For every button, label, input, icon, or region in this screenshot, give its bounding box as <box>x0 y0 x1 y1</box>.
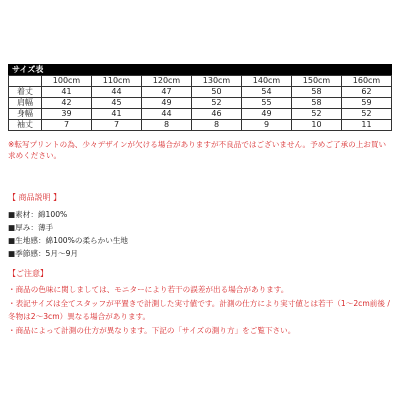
corner-cell <box>9 76 42 87</box>
list-item: ■厚み：薄手 <box>8 223 54 232</box>
table-cell: 49 <box>142 98 192 109</box>
table-cell: 8 <box>142 120 192 131</box>
table-cell: 62 <box>342 87 392 98</box>
caution-text <box>8 283 392 337</box>
table-row <box>9 98 392 109</box>
table-cell: 42 <box>42 98 92 109</box>
table-cell: 55 <box>242 98 292 109</box>
row-label: 着丈 <box>9 87 42 98</box>
table-cell: 44 <box>142 109 192 120</box>
product-description-title: 【 商品説明 】 <box>8 193 62 202</box>
row-label: 袖丈 <box>9 120 42 131</box>
size-header-cell: 160cm <box>342 76 392 87</box>
list-item: ■生地感：綿100%の柔らかい生地 <box>8 236 129 245</box>
size-header-cell: 150cm <box>292 76 342 87</box>
size-header-cell: 130cm <box>192 76 242 87</box>
caution-title: 【ご注意】 <box>8 269 48 278</box>
table-row <box>9 109 392 120</box>
table-cell: 39 <box>42 109 92 120</box>
table-cell: 8 <box>192 120 242 131</box>
row-label: 肩幅 <box>9 98 42 109</box>
table-cell: 45 <box>92 98 142 109</box>
table-cell: 7 <box>42 120 92 131</box>
table-cell: 52 <box>192 98 242 109</box>
caution-line: ・商品によって計測の仕方が異なります。下記の「サイズの測り方」をご覧下さい。 <box>8 325 296 335</box>
table-row <box>9 87 392 98</box>
table-cell: 46 <box>192 109 242 120</box>
table-cell: 9 <box>242 120 292 131</box>
table-cell: 10 <box>292 120 342 131</box>
table-row <box>9 120 392 131</box>
table-cell: 47 <box>142 87 192 98</box>
size-header-cell: 140cm <box>242 76 292 87</box>
table-cell: 7 <box>92 120 142 131</box>
table-cell: 44 <box>92 87 142 98</box>
list-item: ■季節感：5月～9月 <box>8 249 78 258</box>
size-table-title: サイズ表 <box>8 64 392 75</box>
size-table <box>8 75 392 131</box>
list-item: ■素材：綿100% <box>8 210 68 219</box>
row-label: 身幅 <box>9 109 42 120</box>
caution-line: ・表記サイズは全てスタッフが平置きで計測した実寸値です。計測の仕方により実寸値とは若干（1～2cm前後 / 冬物は2～3cm）異なる場合があります。 <box>8 298 390 321</box>
table-cell: 11 <box>342 120 392 131</box>
print-note: ※転写プリントの為、少々デザインが欠ける場合がありますが不良品ではございません。予めご了承の上お買い求めください。 <box>8 140 387 160</box>
table-cell: 52 <box>292 109 342 120</box>
table-cell: 50 <box>192 87 242 98</box>
table-cell: 54 <box>242 87 292 98</box>
size-header-cell: 100cm <box>42 76 92 87</box>
spec-list <box>8 208 128 260</box>
size-header-cell: 120cm <box>142 76 192 87</box>
table-cell: 58 <box>292 98 342 109</box>
size-header-cell: 110cm <box>92 76 142 87</box>
caution-line: ・商品の色味に関しましては、モニターにより若干の誤差が出る場合があります。 <box>8 285 289 294</box>
table-cell: 49 <box>242 109 292 120</box>
table-cell: 59 <box>342 98 392 109</box>
table-cell: 41 <box>92 109 142 120</box>
size-header-row <box>9 76 392 87</box>
table-cell: 41 <box>42 87 92 98</box>
table-cell: 52 <box>342 109 392 120</box>
table-cell: 58 <box>292 87 342 98</box>
